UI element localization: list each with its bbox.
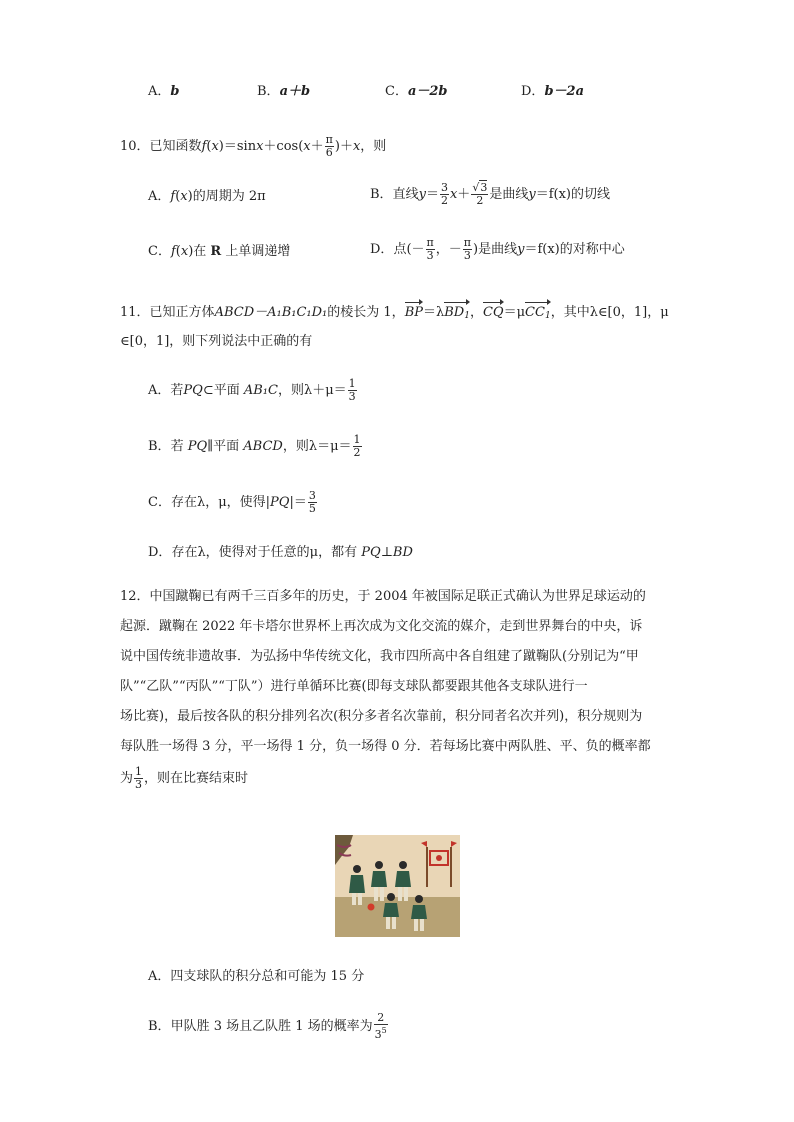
q10-option-b: B．直线y＝ $\frac{3}{2}$ x＋ $\frac{√3}{2}$ 是曲线y＝f(x)的切线 bbox=[370, 181, 610, 207]
q11-stem-line1: 11．已知正方体ABCD－A₁B₁C₁D₁的棱长为 1，BP＝λBD$_1$，CQ＝μCC$_1$，其中λ∈[0，1]，μ bbox=[120, 304, 669, 325]
q12-line5: 场比赛)，最后按各队的积分排列名次(积分多者名次靠前，积分同者名次并列)，积分规则为 bbox=[120, 709, 643, 724]
q12-line1: 12．中国蹴鞠已有两千三百多年的历史，于 2004 年被国际足联正式确认为世界足球运动的 bbox=[120, 589, 646, 604]
q12-line3: 说中国传统非遗故事．为弘扬中华传统文化，我市四所高中各自组建了蹴鞠队(分别记为“甲 bbox=[120, 649, 639, 664]
pi-over-6-fraction: $\frac{\pi}{6}$ bbox=[325, 133, 333, 159]
cuju-illustration bbox=[335, 835, 460, 937]
q11-option-c: C．存在λ，μ，使得|PQ|＝ $\frac{3}{5}$ bbox=[148, 489, 316, 515]
cuju-ball bbox=[368, 904, 375, 911]
q9-option-c: C．a－2b bbox=[385, 84, 448, 99]
q11-option-d: D．存在λ，使得对于任意的μ，都有 PQ⊥BD bbox=[148, 545, 413, 560]
q12-line4: 队”“乙队”“丙队”“丁队”）进行单循环比赛(即每支球队都要跟其他各支球队进行一 bbox=[120, 679, 588, 694]
q9-option-b: B．a＋b bbox=[257, 84, 311, 99]
q9-option-d: D．b－2a bbox=[521, 84, 584, 99]
q12-line6: 每队胜一场得 3 分，平一场得 1 分，负一场得 0 分．若每场比赛中两队胜、平、负的概率都 bbox=[120, 739, 651, 754]
q10-stem: 10．已知函数f(x)＝sinx＋cos(x＋ $\frac{\pi}{6}$ )＋x，则 bbox=[120, 133, 387, 159]
q12-line2: 起源．蹴鞠在 2022 年卡塔尔世界杯上再次成为文化交流的媒介，走到世界舞台的中央，诉 bbox=[120, 619, 643, 634]
q10-option-d: D．点(－ $\frac{\pi}{3}$ ，－ $\frac{\pi}{3}$ )是曲线y＝f(x)的对称中心 bbox=[370, 236, 625, 262]
q12-option-b: B．甲队胜 3 场且乙队胜 1 场的概率为 $\frac{2}{3^5}$ bbox=[148, 1011, 387, 1041]
q11-stem-line2: ∈[0，1]，则下列说法中正确的有 bbox=[120, 334, 313, 349]
q12-line7: 为 $\frac{1}{3}$ ，则在比赛结束时 bbox=[120, 765, 249, 791]
q9-option-a: A．b bbox=[148, 84, 180, 99]
q12-option-a: A．四支球队的积分总和可能为 15 分 bbox=[148, 969, 365, 984]
q10-option-c: C．f(x)在 R 上单调递增 bbox=[148, 244, 291, 259]
q11-option-a: A．若PQ⊂平面 AB₁C，则λ＋μ＝ $\frac{1}{3}$ bbox=[148, 377, 356, 403]
q11-option-b: B．若 PQ∥平面 ABCD，则λ＝μ＝ $\frac{1}{2}$ bbox=[148, 433, 361, 459]
q10-option-a: A．f(x)的周期为 2π bbox=[148, 189, 266, 204]
